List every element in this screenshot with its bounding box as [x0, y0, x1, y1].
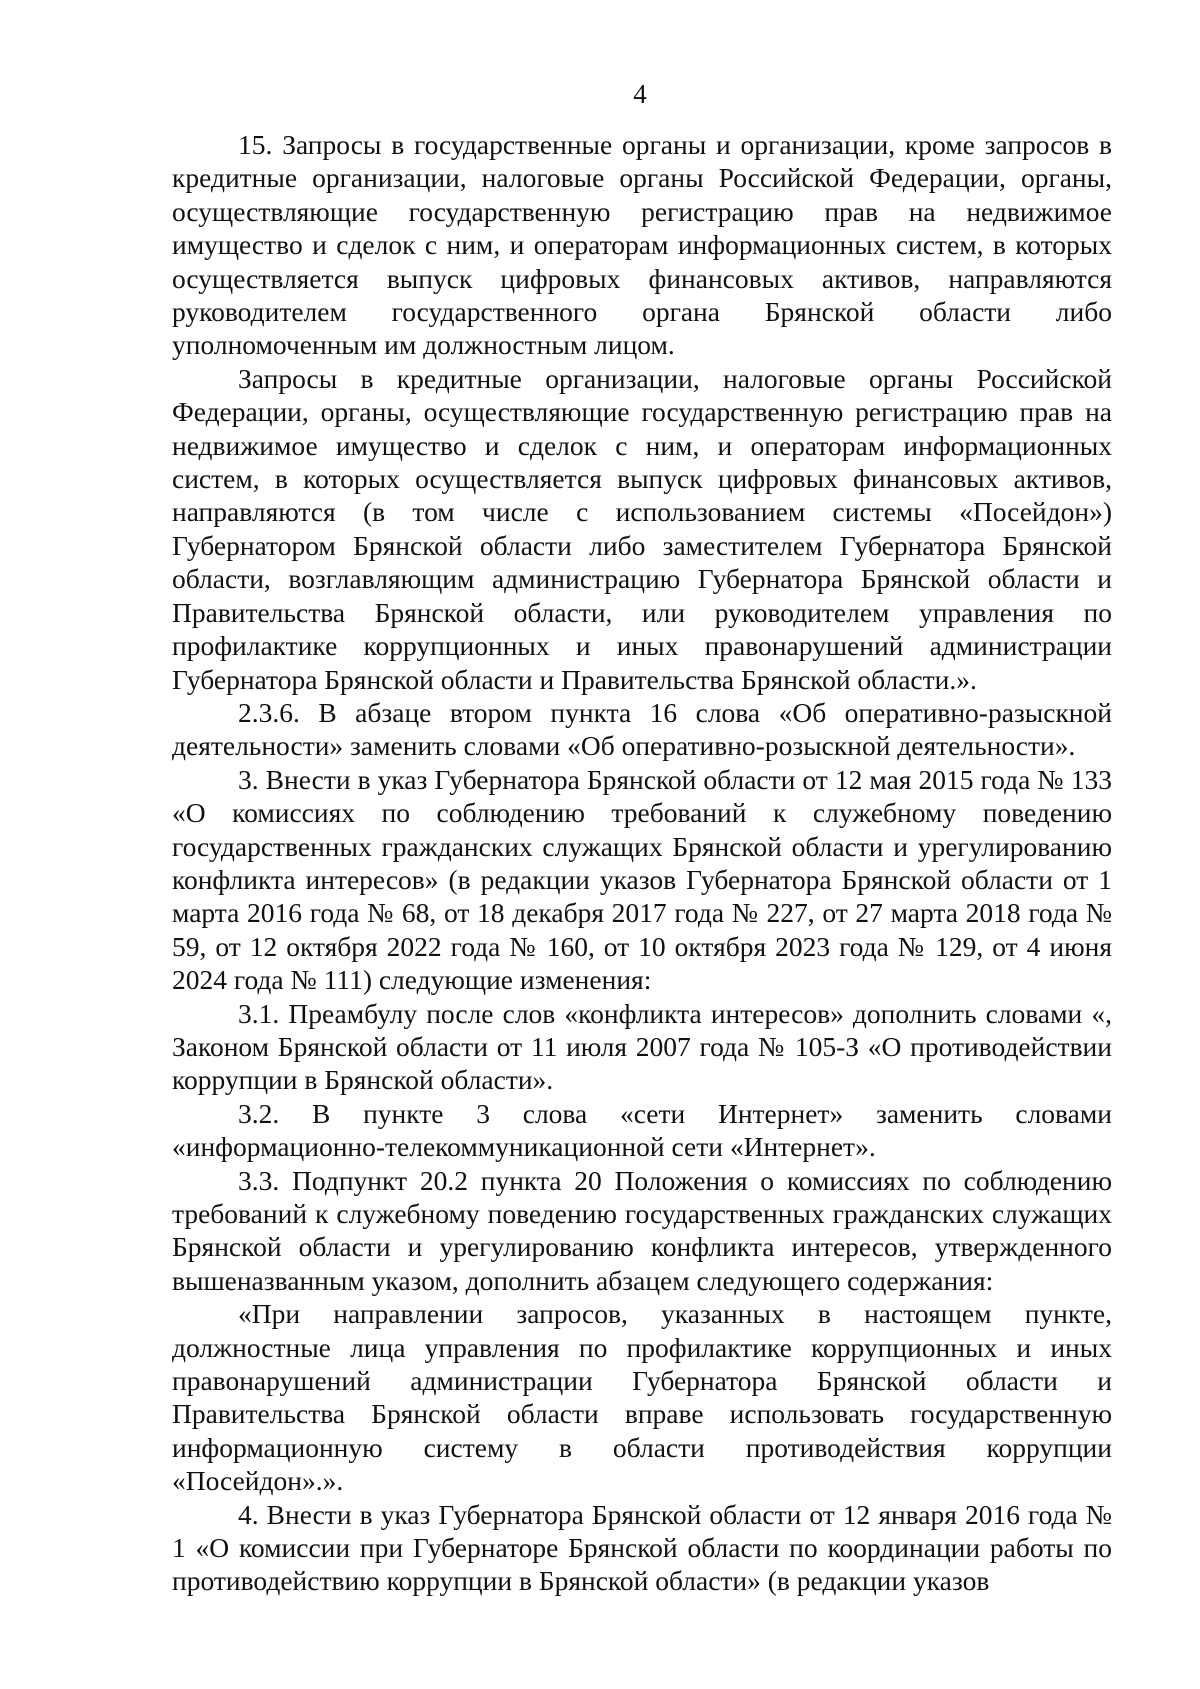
paragraph-3: 3. Внести в указ Губернатора Брянской области от 12 мая 2015 года № 133 «О комиссиях по соблюдению требований к служебному поведению государственных гражданских служащих Брянской области и урегулированию конфликта интересов» (в редакции указов Губернатора Брянской области от 1 марта 2016 года № 68, от 18 декабря 2017 года № 227, от 27 марта 2018 года № 59, от 12 октября 2022 года № 160, от 10 октября 2023 года № 129, от 4 июня 2024 года № 111) следующие изменения:	[172, 763, 1112, 996]
paragraph-requests: Запросы в кредитные организации, налоговые органы Российской Федерации, органы, осуществляющие государственную регистрацию прав на недвижимое имущество и сделок с ним, и операторам информационных систем, в которых осуществляется выпуск цифровых финансовых активов, направляются (в том числе с использованием системы «Посейдон») Губернатором Брянской области либо заместителем Губернатора Брянской области, возглавляющим администрацию Губернатора Брянской области и Правительства Брянской области, или руководителем управления по профилактике коррупционных и иных правонарушений администрации Губернатора Брянской области и Правительства Брянской области.».	[172, 362, 1112, 695]
paragraph-2-3-6: 2.3.6. В абзаце втором пункта 16 слова «Об оперативно-разыскной деятельности» заменить словами «Об оперативно-розыскной деятельности».	[172, 696, 1112, 762]
paragraph-3-2: 3.2. В пункте 3 слова «сети Интернет» заменить словами «информационно-телекоммуникационной сети «Интернет».	[172, 1097, 1112, 1163]
paragraph-3-1: 3.1. Преамбулу после слов «конфликта интересов» дополнить словами «, Законом Брянской области от 11 июля 2007 года № 105-З «О противодействии коррупции в Брянской области».	[172, 997, 1112, 1096]
paragraph-3-3-quote: «При направлении запросов, указанных в настоящем пункте, должностные лица управления по профилактике коррупционных и иных правонарушений администрации Губернатора Брянской области и Правительства Брянской области вправе использовать государственную информационную систему в области противодействия коррупции «Посейдон».».	[172, 1298, 1112, 1497]
page-number: 4	[633, 79, 647, 109]
paragraph-3-3: 3.3. Подпункт 20.2 пункта 20 Положения о комиссиях по соблюдению требований к служебному поведению государственных гражданских служащих Брянской области и урегулированию конфликта интересов, утвержденного вышеназванным указом, дополнить абзацем следующего содержания:	[172, 1164, 1112, 1296]
document-body	[172, 128, 1112, 1598]
paragraph-15: 15. Запросы в государственные органы и организации, кроме запросов в кредитные организации, налоговые органы Российской Федерации, органы, осуществляющие государственную регистрацию прав на недвижимое имущество и сделок с ним, и операторам информационных систем, в которых осуществляется выпуск цифровых финансовых активов, направляются руководителем государственного органа Брянской области либо уполномоченным им должностным лицом.	[172, 129, 1112, 361]
paragraph-4: 4. Внести в указ Губернатора Брянской области от 12 января 2016 года № 1 «О комиссии при Губернаторе Брянской области по координации работы по противодействию коррупции в Брянской области» (в редакции указов	[172, 1498, 1112, 1597]
